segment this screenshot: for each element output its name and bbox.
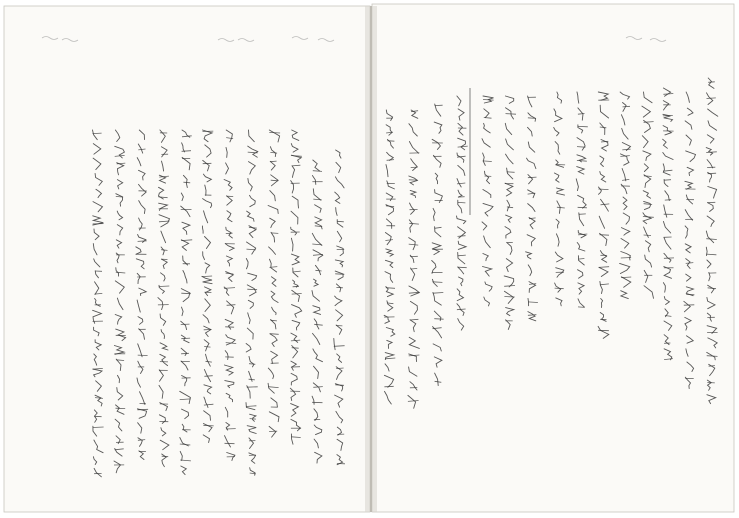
glyph-stroke bbox=[686, 294, 694, 295]
glyph-stroke bbox=[458, 202, 466, 203]
glyph-stroke bbox=[93, 133, 102, 134]
glyph-stroke bbox=[578, 307, 585, 308]
glyph-stroke bbox=[162, 456, 169, 457]
glyph-stroke bbox=[507, 172, 515, 173]
glyph-stroke bbox=[600, 235, 610, 236]
glyph-stroke bbox=[434, 319, 443, 320]
glyph-stroke bbox=[384, 386, 393, 387]
glyph-stroke bbox=[181, 353, 189, 354]
glyph-stroke bbox=[335, 274, 344, 275]
glyph-stroke bbox=[159, 286, 169, 287]
left-sheet bbox=[4, 6, 370, 512]
glyph-stroke bbox=[337, 221, 344, 222]
glyph-stroke bbox=[708, 173, 717, 174]
glyph-stroke bbox=[504, 297, 514, 298]
glyph-stroke bbox=[708, 82, 715, 83]
right-sheet bbox=[372, 4, 734, 512]
binding-gutter bbox=[365, 6, 377, 512]
glyph-stroke bbox=[271, 233, 278, 234]
glyph-stroke bbox=[250, 419, 256, 420]
glyph-stroke bbox=[292, 348, 299, 349]
glyph-stroke bbox=[93, 427, 104, 428]
glyph-stroke bbox=[335, 385, 344, 386]
glyph-stroke bbox=[621, 258, 631, 259]
glyph-stroke bbox=[293, 286, 299, 287]
glyph-stroke bbox=[205, 292, 212, 293]
glyph-stroke bbox=[664, 180, 671, 181]
glyph-stroke bbox=[181, 293, 191, 294]
glyph-stroke bbox=[458, 267, 467, 268]
glyph-stroke bbox=[644, 235, 651, 236]
glyph-stroke bbox=[387, 141, 394, 142]
glyph-stroke bbox=[578, 207, 587, 208]
glyph-stroke bbox=[247, 289, 257, 290]
glyph-stroke bbox=[137, 409, 148, 410]
